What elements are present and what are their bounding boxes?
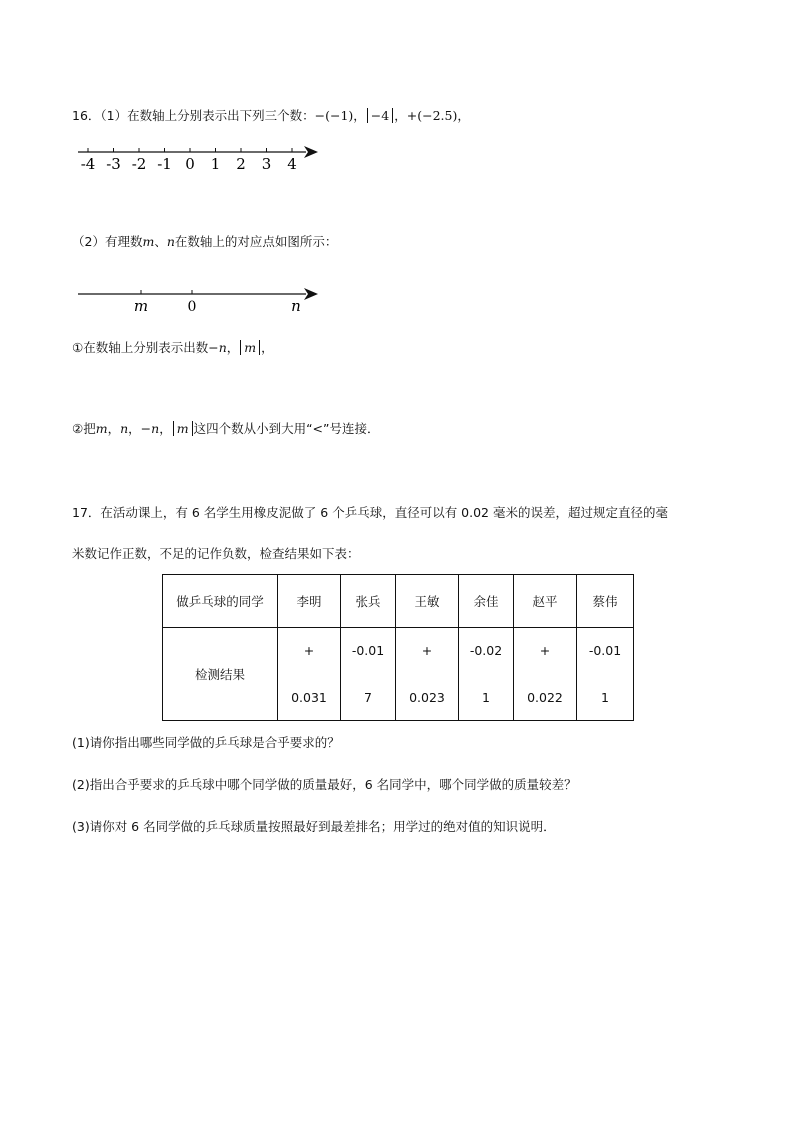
result-cell: [278, 628, 341, 721]
name-cell: 李明: [278, 575, 341, 628]
separator: ，: [457, 108, 470, 123]
expr-abs-m-inner: m: [244, 340, 257, 355]
var-n: n: [120, 421, 129, 436]
q17-line1: 17．在活动课上，有 6 名学生用橡皮泥做了 6 个乒乓球，直径可以有 0.02 毫米的误差，超过规定直径的毫: [72, 505, 668, 520]
result-top: -0.01: [351, 643, 385, 658]
q16-sub1-line: [72, 340, 274, 356]
q17-line2: 米数记作正数，不足的记作负数，检查结果如下表：: [72, 546, 360, 561]
q16-part2-suffix: 在数轴上的对应点如图所示：: [174, 234, 338, 249]
result-cell: [341, 628, 396, 721]
result-cell: [514, 628, 577, 721]
expr-neg-n: −n: [208, 340, 227, 355]
expr-abs-m: [173, 421, 193, 436]
label-n: n: [291, 297, 301, 315]
expr-abs-neg-4-inner: −4: [370, 108, 390, 123]
result-top: -0.02: [469, 643, 503, 658]
name-cell: 王敏: [396, 575, 459, 628]
results-table: [162, 574, 634, 721]
expr-abs-neg-4: [367, 108, 393, 123]
tick-label: -4: [80, 155, 96, 173]
label-m: m: [133, 297, 149, 315]
number-line-2: [70, 284, 330, 318]
arrow-right-icon: [304, 146, 318, 158]
result-cell: [459, 628, 514, 721]
q16-sub1-prefix: ①在数轴上分别表示出数: [72, 340, 209, 355]
expr-abs-m-inner: m: [176, 421, 189, 436]
tick-label: 0: [185, 155, 195, 173]
name-cell: 赵平: [514, 575, 577, 628]
q17-sub1: (1)请你指出哪些同学做的乒乓球是合乎要求的？: [72, 735, 340, 750]
var-m: m: [95, 421, 108, 436]
var-m: m: [142, 234, 155, 249]
q16-part2-prefix: （2）有理数: [72, 234, 143, 249]
result-bottom: 0.023: [409, 690, 445, 705]
arrow-right-icon: [304, 288, 318, 300]
separator: ，: [353, 108, 366, 123]
result-top: +: [303, 643, 315, 658]
expr-pos-neg-2-5: +(−2.5): [406, 108, 458, 123]
q16-part1-prefix: （1）在数轴上分别表示出下列三个数：: [100, 108, 315, 123]
var-n: n: [166, 234, 175, 249]
separator: ，: [261, 340, 274, 355]
name-cell: 张兵: [341, 575, 396, 628]
result-bottom: 7: [364, 690, 372, 705]
separator: ，: [107, 421, 121, 436]
tick-label: -3: [106, 155, 121, 173]
separator: ，: [159, 421, 172, 436]
q16-part1-line: [72, 108, 470, 124]
q16-number: 16．: [72, 108, 101, 123]
result-bottom: 1: [601, 690, 609, 705]
q16-sub2-line: [72, 421, 380, 437]
q16-sub2-suffix: 这四个数从小到大用“<”号连接．: [193, 421, 380, 436]
result-top: +: [539, 643, 551, 658]
expr-abs-m: [240, 340, 260, 355]
q17-sub3: (3)请你对 6 名同学做的乒乓球质量按照最好到最差排名；用学过的绝对值的知识说明．: [72, 819, 556, 834]
expr-neg-neg-1: −(−1): [314, 108, 354, 123]
separator: 、: [154, 234, 167, 249]
number-line-1: [70, 140, 330, 176]
result-cell: [396, 628, 459, 721]
q17-sub2: (2)指出合乎要求的乒乓球中哪个同学做的质量最好，6 名同学中，哪个同学做的质量较差？: [72, 777, 577, 792]
expr-neg-n: −n: [140, 421, 160, 436]
tick-label: 4: [287, 155, 297, 173]
result-bottom: 1: [482, 690, 490, 705]
name-cell: 余佳: [459, 575, 514, 628]
tick-label: 2: [236, 155, 246, 173]
separator: ，: [226, 340, 240, 355]
header-label-cell: 做乒乓球的同学: [163, 575, 278, 628]
tick-label: 3: [261, 155, 272, 173]
result-bottom: 0.031: [291, 690, 327, 705]
separator: ，: [394, 108, 407, 123]
row-label-cell: 检测结果: [163, 628, 278, 721]
q16-part2-line: [72, 234, 337, 250]
table-row-header: [163, 575, 634, 628]
result-top: +: [421, 643, 433, 658]
result-top: -0.01: [588, 643, 622, 658]
tick-label: 1: [210, 155, 221, 173]
tick-label: -1: [157, 155, 172, 173]
tick-label: -2: [131, 155, 147, 173]
name-cell: 蔡伟: [577, 575, 634, 628]
result-cell: [577, 628, 634, 721]
table-row-results: [163, 628, 634, 721]
q16-sub2-prefix: ②把: [72, 421, 96, 436]
result-bottom: 0.022: [527, 690, 563, 705]
label-0: 0: [187, 299, 197, 315]
separator: ，: [128, 421, 141, 436]
